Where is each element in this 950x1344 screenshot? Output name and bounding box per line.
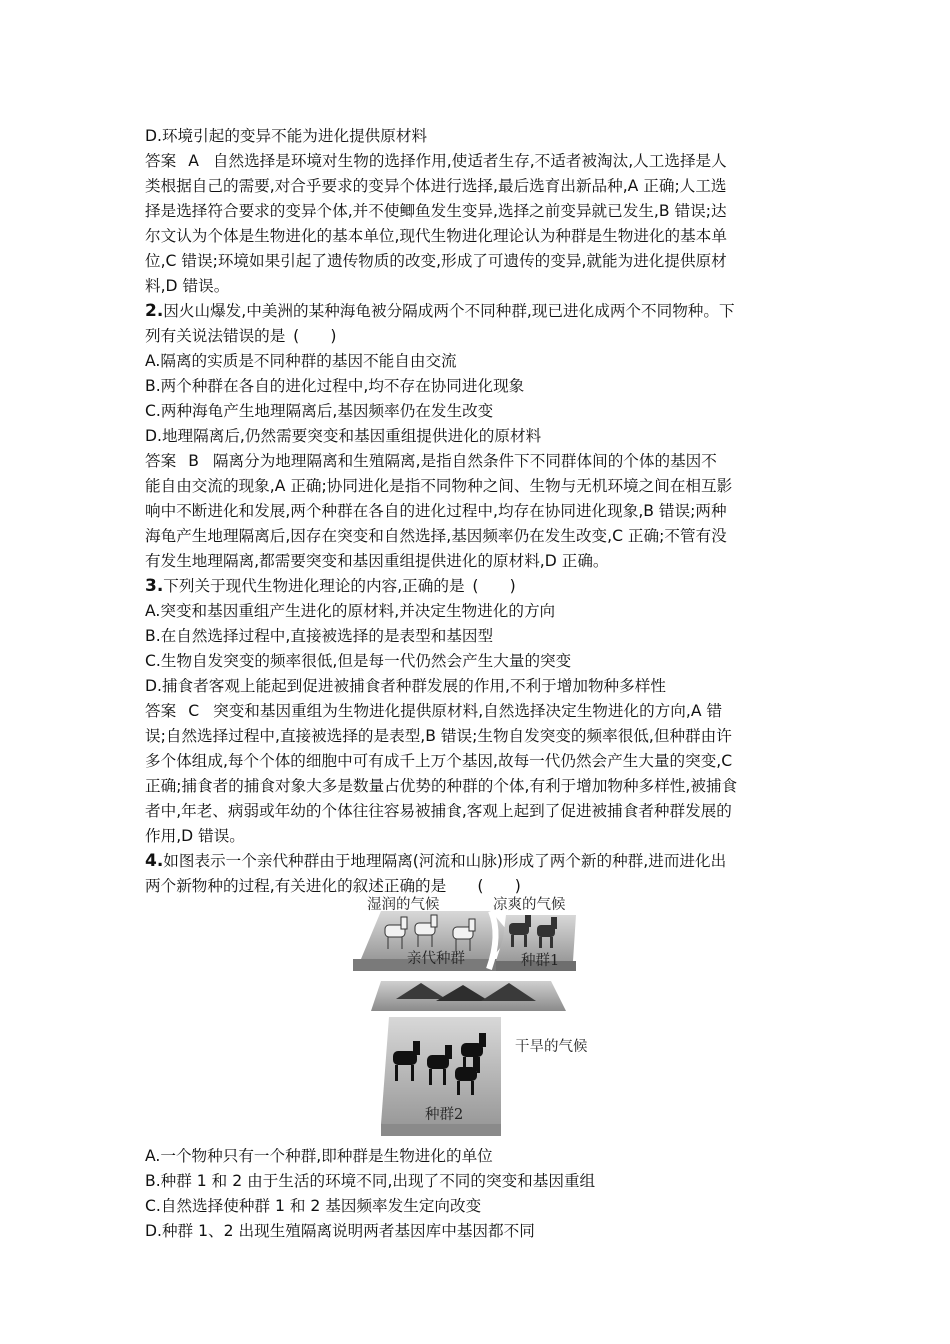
q3-option-c: C.生物自发突变的频率很低,但是每一代仍然会产生大量的突变: [145, 652, 572, 670]
q1-answer-line-1: [145, 149, 807, 174]
speciation-illustration: [351, 899, 611, 1144]
q3-answer-line-5: 者中,年老、病弱或年幼的个体往往容易被捕食,客观上起到了促进被捕食者种群发展的: [145, 802, 732, 820]
label-population-1: 种群1: [521, 953, 560, 969]
q4-option-d: D.种群 1、2 出现生殖隔离说明两者基因库中基因都不同: [145, 1222, 535, 1240]
q2-option-c: C.两种海龟产生地理隔离后,基因频率仍在发生改变: [145, 402, 494, 420]
label-dry-climate: 干旱的气候: [515, 1039, 588, 1055]
label-population-2: 种群2: [425, 1107, 464, 1123]
question-number: 4.: [145, 851, 164, 871]
q2-option-d: D.地理隔离后,仍然需要突变和基因重组提供进化的原材料: [145, 427, 542, 445]
answer-label: 答案: [145, 152, 177, 170]
q1-option-d: D.环境引起的变异不能为进化提供原材料: [145, 127, 428, 145]
q3-answer-line-1: [145, 699, 807, 724]
q2-answer-line-3: 响中不断进化和发展,两个种群在各自的进化过程中,均存在协同进化现象,B 错误;两种: [145, 502, 727, 520]
q3-option-a: A.突变和基因重组产生进化的原材料,并决定生物进化的方向: [145, 602, 556, 620]
q1-answer-line-5: 位,C 错误;环境如果引起了遗传物质的改变,形成了可遗传的变异,就能为进化提供原材: [145, 252, 727, 270]
q1-answer-line-6: 料,D 错误。: [145, 277, 230, 295]
q1-answer-line-4: 尔文认为个体是生物进化的基本单位,现代生物进化理论认为种群是生物进化的基本单: [145, 227, 727, 245]
q4-option-c: C.自然选择使种群 1 和 2 基因频率发生定向改变: [145, 1197, 482, 1215]
q4-option-a: A.一个物种只有一个种群,即种群是生物进化的单位: [145, 1147, 493, 1165]
answer-text: 自然选择是环境对生物的选择作用,使适者生存,不适者被淘汰,人工选择是人: [212, 152, 727, 170]
label-parent-population: 亲代种群: [407, 951, 465, 967]
answer-key: C: [188, 702, 200, 720]
question-stem: 如图表示一个亲代种群由于地理隔离(河流和山脉)形成了两个新的种群,进而进化出: [163, 852, 727, 870]
q2-answer-line-2: 能自由交流的现象,A 正确;协同进化是指不同物种之间、生物与无机环境之间在相互影: [145, 477, 733, 495]
q1-answer-line-2: 类根据自己的需要,对合乎要求的变异个体进行选择,最后选育出新品种,A 正确;人工选: [145, 177, 727, 195]
label-cool-climate: 凉爽的气候: [493, 897, 566, 913]
q2-stem-line-1: [145, 299, 807, 324]
pop2-plate-edge: [381, 1124, 501, 1136]
speciation-figure: [351, 899, 611, 1144]
answer-label: 答案: [145, 702, 177, 720]
answer-text: 突变和基因重组为生物进化提供原材料,自然选择决定生物进化的方向,A 错: [213, 702, 723, 720]
q3-answer-line-4: 正确;捕食者的捕食对象大多是数量占优势的种群的个体,有利于增加物种多样性,被捕食: [145, 777, 738, 795]
q4-stem-line-1: [145, 849, 807, 874]
answer-key: B: [188, 452, 199, 470]
document-page: [145, 124, 807, 1244]
q2-answer-line-4: 海龟产生地理隔离后,因存在突变和自然选择,基因频率仍在发生改变,C 正确;不管有没: [145, 527, 727, 545]
q3-stem-line-1: [145, 574, 807, 599]
q3-option-d: D.捕食者客观上能起到促进被捕食者种群发展的作用,不利于增加物种多样性: [145, 677, 666, 695]
question-number: 3.: [145, 576, 164, 596]
q2-answer-line-1: [145, 449, 807, 474]
q2-option-b: B.两个种群在各自的进化过程中,均不存在协同进化现象: [145, 377, 525, 395]
q4-option-b: B.种群 1 和 2 由于生活的环境不同,出现了不同的突变和基因重组: [145, 1172, 596, 1190]
q3-option-b: B.在自然选择过程中,直接被选择的是表型和基因型: [145, 627, 494, 645]
q1-answer-line-3: 择是选择符合要求的变异个体,并不使鲫鱼发生变异,选择之前变异就已发生,B 错误;达: [145, 202, 727, 220]
label-humid-climate: 湿润的气候: [367, 897, 440, 913]
q3-answer-line-3: 多个体组成,每个个体的细胞中可有成千上万个基因,故每一代仍然会产生大量的突变,C: [145, 752, 733, 770]
answer-key: A: [188, 152, 199, 170]
q3-answer-line-6: 作用,D 错误。: [145, 827, 245, 845]
q4-stem-line-2: 两个新物种的过程,有关进化的叙述正确的是 ( ): [145, 877, 521, 895]
answer-text: 隔离分为地理隔离和生殖隔离,是指自然条件下不同群体间的个体的基因不: [212, 452, 717, 470]
question-stem: 因火山爆发,中美洲的某种海龟被分隔成两个不同种群,现已进化成两个不同物种。下: [163, 302, 735, 320]
q2-stem-line-2: 列有关说法错误的是 ( ): [145, 327, 337, 345]
q3-answer-line-2: 误;自然选择过程中,直接被选择的是表型,B 错误;生物自发突变的频率很低,但种群由许: [145, 727, 732, 745]
q2-answer-line-5: 有发生地理隔离,都需要突变和基因重组提供进化的原材料,D 正确。: [145, 552, 609, 570]
answer-label: 答案: [145, 452, 177, 470]
question-number: 2.: [145, 301, 164, 321]
question-stem: 下列关于现代生物进化理论的内容,正确的是 ( ): [163, 577, 516, 595]
q2-option-a: A.隔离的实质是不同种群的基因不能自由交流: [145, 352, 457, 370]
